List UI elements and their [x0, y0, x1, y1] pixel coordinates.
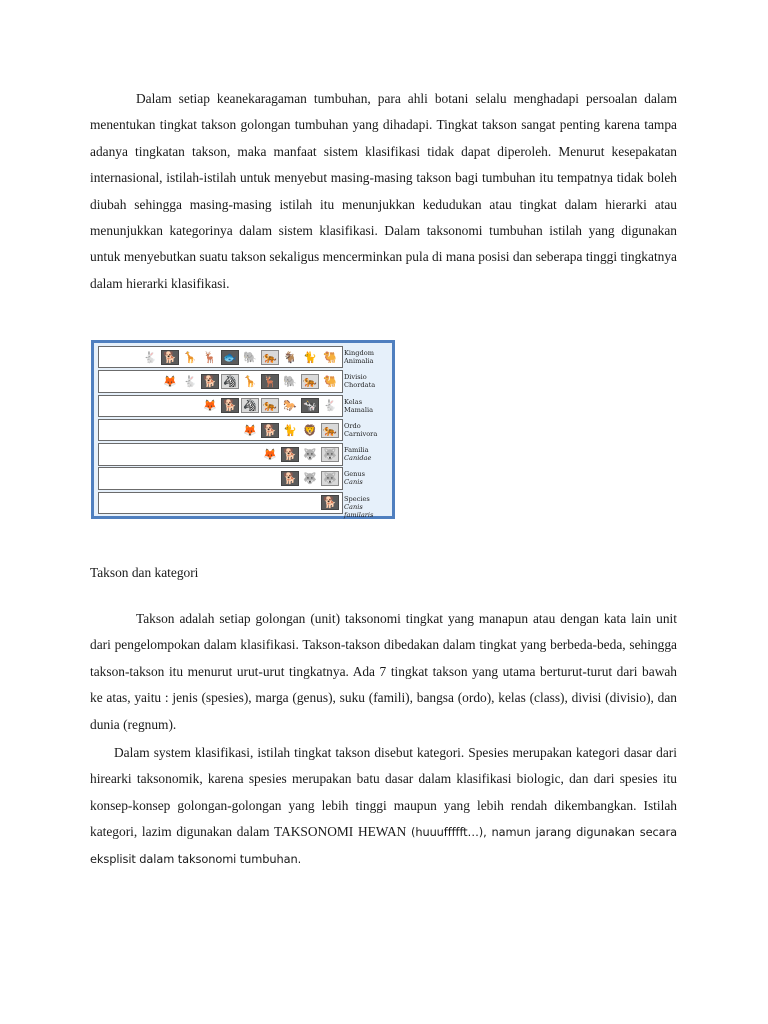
rabbit-icon: 🐇: [141, 350, 159, 365]
tier-boxes: [98, 346, 343, 516]
taxon-name: Mamalia: [344, 405, 374, 414]
elephant-icon: 🐘: [281, 374, 299, 389]
paragraph-kategori-tail: (huuuffffft…), namun jarang digunakan secara eksplisit dalam taksonomi tumbuhan.: [90, 825, 678, 866]
paragraph-takson: Takson adalah setiap golongan (unit) taksonomi tingkat yang manapun atau dengan kata lain unit dari pengelompokan dalam klasifikasi. Takson-takson dibedakan dalam tingkat yang berbeda-beda, sehingga takson-takson itu menurut urut-urut tingkatnya. Ada 7 tingkat takson yang utama berturut-turut dari bawah ke atas, yaitu : jenis (spesies), marga (genus), suku (famili), bangsa (ordo), kelas (class), divisi (divisio), dan dunia (regnum).: [90, 611, 677, 732]
rabbit-icon: 🐇: [181, 374, 199, 389]
tier-kelas: [98, 395, 343, 417]
classification-hierarchy-figure: [91, 340, 395, 519]
label-genus: [344, 467, 394, 491]
giraffe-icon: 🦒: [241, 374, 259, 389]
jackal-icon: 🐺: [321, 447, 339, 462]
taxon-name: Animalia: [344, 357, 374, 365]
wolf-icon: 🐺: [301, 471, 319, 486]
tier-divisio: [98, 370, 343, 392]
taxon-name: Chordata: [344, 381, 376, 390]
rank-name: Ordo: [344, 421, 361, 430]
tier-ordo: [98, 419, 343, 441]
zebra-icon: 🦓: [221, 374, 239, 389]
section-heading: Takson dan kategori: [90, 565, 199, 580]
wolf-icon: 🐺: [301, 447, 319, 462]
label-familia: [344, 443, 394, 467]
label-ordo: [344, 419, 394, 443]
zebra-icon: 🦓: [241, 398, 259, 413]
taxon-name: Canidae: [344, 454, 372, 463]
rank-name: Kingdom: [344, 349, 374, 357]
paragraph-intro: Dalam setiap keanekaragaman tumbuhan, para ahli botani selalu menghadapi persoalan dalam menentukan tingkat takson golongan tumbuhan yang dihadapi. Tingkat takson sangat penting karena tampa adanya tingkatan takson, maka manfaat sistem klasifikasi tidak dapat diperoleh. Menurut kesepakatan internasional, istilah-istilah untuk menyebut masing-masing takson bagi tumbuhan itu tempatnya tidak boleh diubah sehingga masing-masing istilah itu menunjukkan kedudukan atau tingkat dalam hierarki atau menunjukkan kategorinya dalam sistem klasifikasi. Dalam taksonomi tumbuhan istilah yang digunakan untuk menyebutkan suatu takson sekaligus mencerminkan pula di mana posisi dan seberapa tinggi tingkatnya dalam hierarki klasifikasi.: [90, 91, 677, 291]
tiger-icon: 🐅: [261, 398, 279, 413]
dog-icon: 🐕: [321, 495, 339, 510]
tier-species: [98, 492, 343, 514]
dog-icon: 🐕: [221, 398, 239, 413]
goat-icon: 🐐: [281, 350, 299, 365]
label-species: [344, 492, 394, 519]
label-divisio: [344, 370, 394, 394]
label-kelas: [344, 395, 394, 419]
taxon-name: Carnivora: [344, 429, 378, 438]
horse-icon: 🐎: [281, 398, 299, 413]
taxon-name: Canis familaris: [344, 502, 374, 519]
label-kingdom: [344, 346, 394, 370]
cat-icon: 🐈: [281, 423, 299, 438]
rabbit-icon: 🐇: [321, 398, 339, 413]
elephant-icon: 🐘: [241, 350, 259, 365]
rank-name: Species: [344, 494, 370, 503]
jackal-icon: 🐺: [321, 471, 339, 486]
deer-icon: 🦌: [261, 374, 279, 389]
paragraph-kategori: [90, 740, 677, 872]
deer-icon: 🦌: [201, 350, 219, 365]
tier-labels: [344, 346, 394, 519]
dog-icon: 🐕: [201, 374, 219, 389]
dog-icon: 🐕: [281, 471, 299, 486]
fox-icon: 🦊: [261, 447, 279, 462]
rank-name: Familia: [344, 446, 369, 455]
tiger-icon: 🐅: [321, 423, 339, 438]
paragraph-kategori-main: Dalam system klasifikasi, istilah tingkat takson disebut kategori. Spesies merupakan kategori dasar dari hirearki taksonomik, karena spesies merupakan batu dasar dalam klasifikasi biologic, dan dari spesies itu konsep-konsep golongan-golongan yang lebih tinggi maupun yang lebih rendah dikembangkan. Istilah kategori, lazim digunakan dalam TAKSONOMI HEWAN: [90, 745, 677, 840]
dog-icon: 🐕: [281, 447, 299, 462]
taxon-name: Canis: [344, 478, 363, 487]
fish-icon: 🐟: [221, 350, 239, 365]
rank-name: Kelas: [344, 397, 363, 406]
tier-familia: [98, 443, 343, 465]
tier-kingdom: [98, 346, 343, 368]
fox-icon: 🦊: [201, 398, 219, 413]
fox-icon: 🦊: [161, 374, 179, 389]
rank-name: Divisio: [344, 373, 367, 382]
rank-name: Genus: [344, 470, 366, 479]
giraffe-icon: 🦒: [181, 350, 199, 365]
dog-icon: 🐕: [261, 423, 279, 438]
camel-icon: 🐫: [321, 374, 339, 389]
cow-icon: 🐄: [301, 398, 319, 413]
camel-icon: 🐫: [321, 350, 339, 365]
cat-icon: 🐈: [301, 350, 319, 365]
lion-icon: 🦁: [301, 423, 319, 438]
tiger-icon: 🐅: [261, 350, 279, 365]
dog-icon: 🐕: [161, 350, 179, 365]
fox-icon: 🦊: [241, 423, 259, 438]
tier-genus: [98, 467, 343, 489]
tiger-icon: 🐅: [301, 374, 319, 389]
